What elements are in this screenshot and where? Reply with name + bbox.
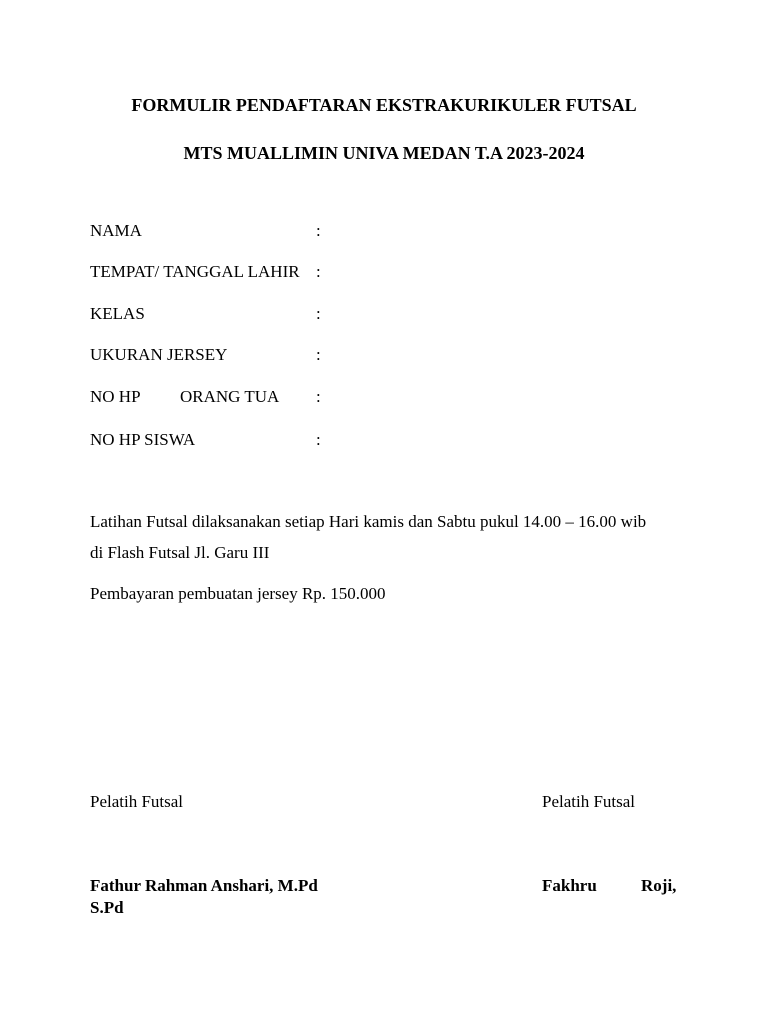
field-label-orang-tua: ORANG TUA <box>180 387 280 406</box>
field-value-kelas[interactable] <box>330 304 670 326</box>
field-colon: : <box>316 304 321 323</box>
form-title: FORMULIR PENDAFTARAN EKSTRAKURIKULER FUTSAL <box>131 95 637 115</box>
field-value-tempat-tanggal-lahir[interactable] <box>330 262 670 284</box>
field-label-no-hp: NO HP <box>90 387 141 406</box>
field-value-no-hp-orang-tua[interactable] <box>330 387 670 409</box>
signature-left-name: Fathur Rahman Anshari, M.Pd <box>90 876 318 895</box>
field-label-ukuran-jersey: UKURAN JERSEY <box>90 345 228 364</box>
field-label-no-hp-siswa: NO HP SISWA <box>90 430 196 449</box>
field-label-kelas: KELAS <box>90 304 145 323</box>
schedule-text-line2: di Flash Futsal Jl. Garu III <box>90 543 270 562</box>
field-row-nama <box>90 221 690 243</box>
field-value-ukuran-jersey[interactable] <box>330 345 670 367</box>
field-label-nama: NAMA <box>90 221 142 240</box>
signature-right-name-last: Roji, <box>641 876 677 895</box>
field-row-no-hp-orang-tua <box>90 387 690 409</box>
field-colon: : <box>316 262 321 281</box>
payment-text: Pembayaran pembuatan jersey Rp. 150.000 <box>90 584 386 603</box>
field-value-no-hp-siswa[interactable] <box>330 430 670 452</box>
field-label-tempat-tanggal-lahir: TEMPAT/ TANGGAL LAHIR <box>90 262 300 281</box>
signature-right-role: Pelatih Futsal <box>542 792 636 811</box>
schedule-text-line1: Latihan Futsal dilaksanakan setiap Hari kamis dan Sabtu pukul 14.00 – 16.00 wib <box>90 512 647 531</box>
field-row-kelas <box>90 304 690 326</box>
field-colon: : <box>316 345 321 364</box>
field-row-tempat-tanggal-lahir <box>90 262 690 284</box>
field-colon: : <box>316 430 321 449</box>
field-row-no-hp-siswa <box>90 430 690 452</box>
form-subtitle: MTS MUALLIMIN UNIVA MEDAN T.A 2023-2024 <box>183 143 585 163</box>
field-colon: : <box>316 221 321 240</box>
field-colon: : <box>316 387 321 406</box>
signature-left-role: Pelatih Futsal <box>90 792 184 811</box>
signature-right-name-first: Fakhru <box>542 876 597 895</box>
field-value-nama[interactable] <box>330 221 670 243</box>
field-row-ukuran-jersey <box>90 345 690 367</box>
signature-right-name-suffix: S.Pd <box>90 898 124 917</box>
